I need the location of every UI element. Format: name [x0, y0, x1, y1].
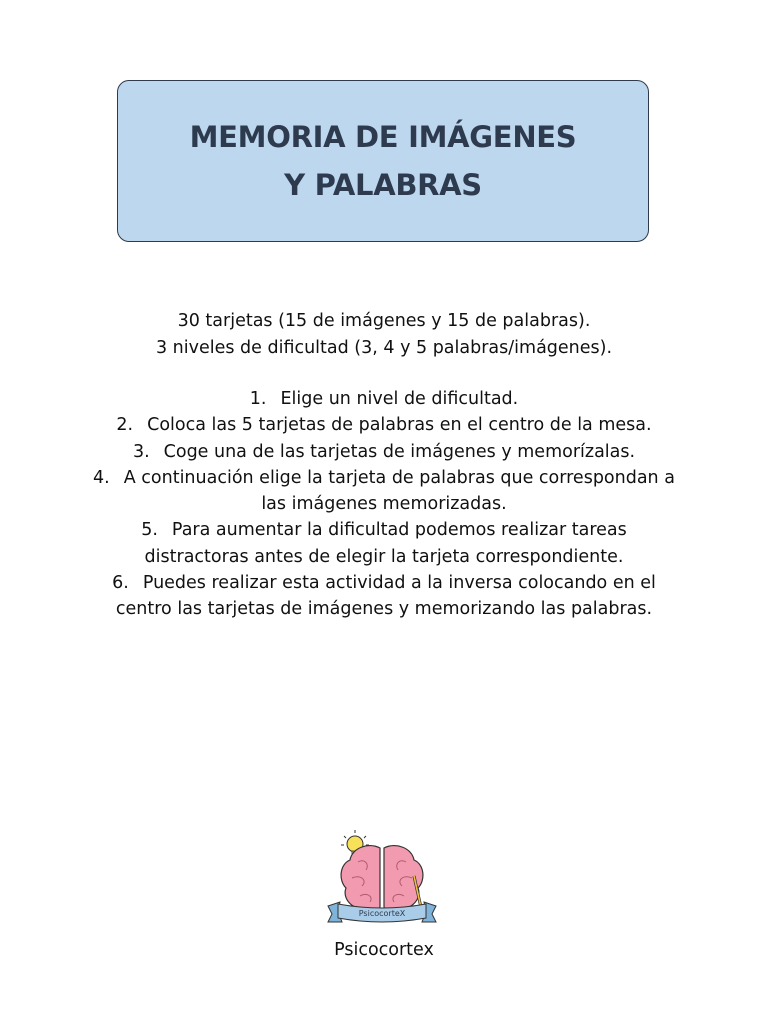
step-text: A continuación elige la tarjeta de palabras que correspondan a — [123, 467, 675, 488]
step-continuation: distractoras antes de elegir la tarjeta correspondiente. — [144, 546, 624, 567]
step-text: Coge una de las tarjetas de imágenes y memorízalas. — [163, 441, 636, 462]
step-4 — [0, 465, 768, 518]
step-number: 1. — [249, 389, 267, 409]
step-number: 6. — [112, 573, 129, 594]
step-continuation: las imágenes memorizadas. — [261, 494, 507, 515]
title-line-2: Y PALABRAS — [284, 168, 482, 202]
step-number: 5. — [141, 520, 158, 541]
step-text: Para aumentar la dificultad podemos realizar tareas — [171, 520, 627, 541]
brand-name: Psicocortex — [334, 940, 434, 960]
steps-list — [0, 386, 768, 623]
logo-banner-text: PsicocorteX — [358, 909, 406, 918]
step-number: 2. — [116, 415, 134, 436]
step-3 — [0, 439, 768, 465]
brain-logo-icon — [322, 826, 442, 932]
step-continuation: centro las tarjetas de imágenes y memorizando las palabras. — [115, 599, 653, 620]
intro-text — [0, 308, 768, 361]
step-2 — [0, 412, 768, 438]
title-box — [117, 80, 649, 242]
step-6 — [0, 570, 768, 623]
step-text: Puedes realizar esta actividad a la inversa colocando en el — [142, 573, 656, 594]
step-text: Coloca las 5 tarjetas de palabras en el centro de la mesa. — [147, 415, 652, 436]
step-number: 4. — [93, 467, 110, 488]
intro-line-2: 3 niveles de dificultad (3, 4 y 5 palabras/imágenes). — [155, 337, 613, 358]
step-5 — [0, 517, 768, 570]
step-text: Elige un nivel de dificultad. — [280, 389, 519, 409]
step-1 — [0, 386, 768, 412]
step-number: 3. — [132, 441, 150, 462]
title-line-1: MEMORIA DE IMÁGENES — [189, 120, 577, 154]
intro-line-1: 30 tarjetas (15 de imágenes y 15 de palabras). — [177, 311, 591, 331]
